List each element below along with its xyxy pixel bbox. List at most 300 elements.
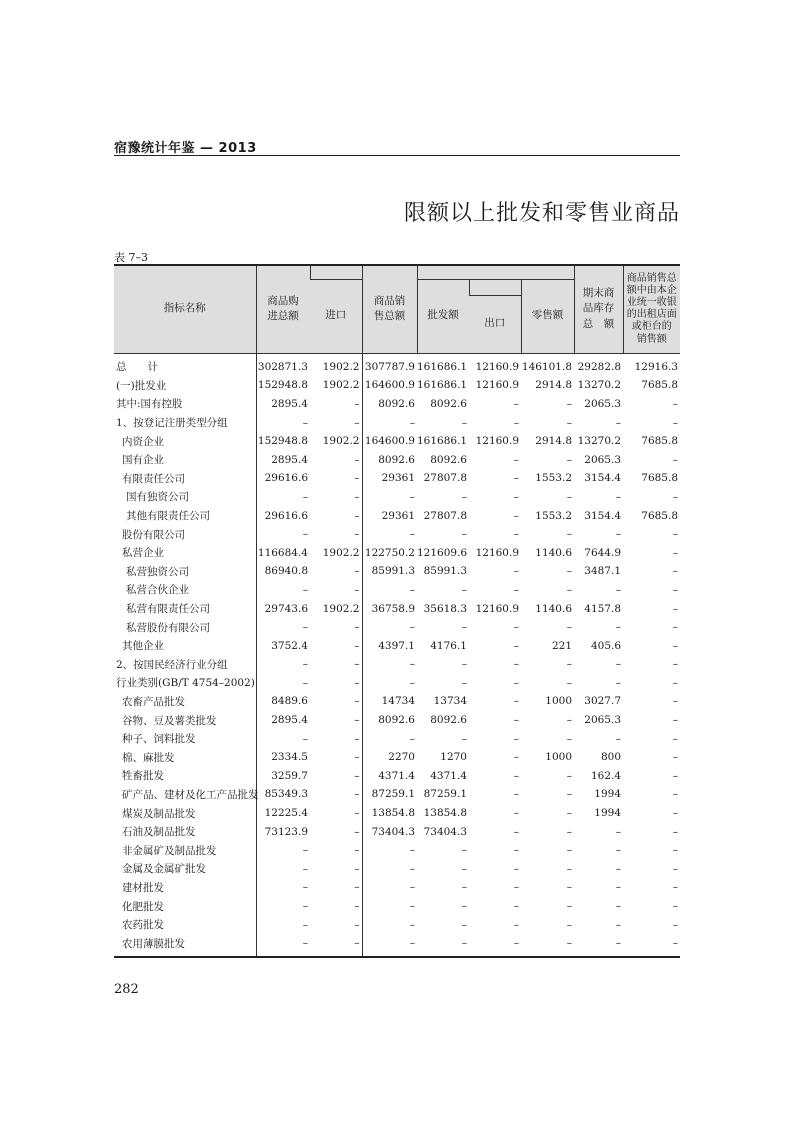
table-cell: 8092.6 [362, 711, 417, 730]
header-sales-total: 商品销 售总额 [362, 265, 417, 353]
table-cell: 8092.6 [362, 450, 417, 469]
table-cell: – [354, 583, 360, 596]
table-cell: – [672, 565, 679, 578]
table-row [114, 785, 680, 804]
table-cell: – [513, 472, 519, 485]
table-cell: 1000 [545, 751, 573, 764]
table-cell: – [566, 788, 573, 801]
row-label: 煤炭及制品批发 [114, 804, 256, 823]
statistics-table [114, 264, 680, 958]
table-cell: 121609.6 [417, 546, 468, 559]
table-row [114, 618, 680, 637]
row-label: 私营有限责任公司 [114, 599, 256, 618]
table-cell: 1902.2 [322, 435, 360, 448]
table-row [114, 915, 680, 934]
table-cell: – [566, 825, 573, 838]
table-cell: – [461, 621, 467, 634]
row-label: 总 计 [114, 353, 256, 376]
table-cell: – [566, 900, 573, 913]
table-cell: 116684.4 [257, 546, 308, 559]
table-cell: 4397.1 [362, 636, 417, 655]
table-cell: – [672, 900, 679, 913]
row-label: 行业类别(GB/T 4754–2002) [114, 674, 256, 693]
table-cell: 29361 [362, 469, 417, 488]
table-cell: 3752.4 [271, 639, 308, 652]
table-cell: – [461, 918, 467, 931]
table-cell: – [302, 844, 308, 857]
table-cell: – [672, 751, 679, 764]
table-cell: – [672, 639, 679, 652]
table-cell: 36758.9 [362, 599, 417, 618]
row-label: 其他企业 [114, 636, 256, 655]
row-label: 股份有限公司 [114, 525, 256, 544]
table-cell: 29616.6 [264, 472, 308, 485]
table-row [114, 897, 680, 916]
table-cell: – [615, 825, 622, 838]
table-cell: 8092.6 [362, 395, 417, 414]
table-cell: – [362, 655, 417, 674]
table-row [114, 711, 680, 730]
table-cell: – [362, 915, 417, 934]
table-cell: – [513, 453, 519, 466]
table-cell: 8489.6 [271, 695, 308, 708]
table-cell: – [566, 769, 573, 782]
table-cell: – [354, 825, 360, 838]
table-cell: – [615, 490, 622, 503]
header-export: 出口 [469, 295, 521, 353]
table-cell: – [566, 490, 573, 503]
table-cell: – [513, 676, 519, 689]
table-cell: – [615, 732, 622, 745]
table-cell: – [362, 729, 417, 748]
table-cell: 152948.8 [257, 435, 308, 448]
table-cell: 3027.7 [584, 695, 622, 708]
row-label: 2、按国民经济行业分组 [114, 655, 256, 674]
table-cell: – [672, 676, 679, 689]
table-cell: 122750.2 [362, 543, 417, 562]
table-cell: – [469, 934, 521, 957]
table-cell: 29616.6 [264, 509, 308, 522]
row-label: 国有独资公司 [114, 488, 256, 507]
table-cell: 73404.3 [362, 822, 417, 841]
row-label: 非金属矿及制品批发 [114, 841, 256, 860]
table-cell: – [354, 416, 360, 429]
table-cell: – [566, 416, 573, 429]
table-cell: 85349.3 [264, 788, 308, 801]
table-row [114, 506, 680, 525]
table-cell: – [310, 934, 362, 957]
table-cell: 2914.8 [535, 379, 573, 392]
page-title: 限额以上批发和零售业商品 [403, 201, 680, 226]
table-cell: 1000 [545, 695, 573, 708]
table-cell: – [672, 769, 679, 782]
table-cell: – [615, 528, 622, 541]
table-cell: 1553.2 [535, 509, 573, 522]
header-inventory: 期末商 品库存 总 额 [574, 265, 623, 353]
table-cell: – [672, 416, 679, 429]
table-cell: 85991.3 [362, 562, 417, 581]
table-row [114, 525, 680, 544]
table-cell: – [461, 732, 467, 745]
row-label: 其他有限责任公司 [114, 506, 256, 525]
table-cell: – [354, 732, 360, 745]
table-row [114, 674, 680, 693]
table-cell: 4157.8 [584, 602, 622, 615]
table-row [114, 581, 680, 600]
table-cell: 2065.3 [584, 453, 622, 466]
table-row [114, 562, 680, 581]
row-label: 1、按登记注册类型分组 [114, 413, 256, 432]
table-cell: – [302, 621, 308, 634]
header-wholesale: 批发额 [417, 279, 469, 353]
table-cell: 8092.6 [430, 453, 467, 466]
table-cell: – [513, 658, 519, 671]
table-cell: 12160.9 [475, 546, 519, 559]
table-cell: 1140.6 [535, 546, 573, 559]
table-cell: – [566, 732, 573, 745]
table-cell: – [566, 862, 573, 875]
table-cell: 2334.5 [271, 751, 308, 764]
table-cell: 4371.4 [430, 769, 467, 782]
table-cell: – [461, 900, 467, 913]
table-row [114, 692, 680, 711]
table-cell: 35618.3 [423, 602, 467, 615]
row-label: 有限责任公司 [114, 469, 256, 488]
table-cell: – [354, 751, 360, 764]
table-cell: 3487.1 [584, 565, 622, 578]
table-cell: 7685.8 [641, 472, 679, 485]
table-row [114, 450, 680, 469]
table-cell: – [672, 788, 679, 801]
table-cell: – [566, 397, 573, 410]
table-cell: – [615, 918, 622, 931]
table-row [114, 432, 680, 451]
table-cell: – [362, 674, 417, 693]
row-label: 私营股份有限公司 [114, 618, 256, 637]
table-cell: – [302, 881, 308, 894]
table-cell: – [302, 676, 308, 689]
table-row [114, 729, 680, 748]
table-cell: – [513, 583, 519, 596]
table-cell: 1140.6 [535, 602, 573, 615]
table-cell: 29743.6 [264, 602, 308, 615]
table-cell: – [354, 714, 360, 727]
table-cell: – [566, 844, 573, 857]
table-number: 表 7–3 [114, 251, 148, 264]
table-cell: 8092.6 [430, 714, 467, 727]
table-row [114, 767, 680, 786]
table-row [114, 748, 680, 767]
table-cell: – [461, 844, 467, 857]
table-cell: – [566, 621, 573, 634]
table-cell: – [513, 490, 519, 503]
row-label: 其中:国有控股 [114, 395, 256, 414]
table-cell: – [513, 416, 519, 429]
table-cell: – [615, 862, 622, 875]
table-cell: – [354, 862, 360, 875]
table-cell: – [566, 714, 573, 727]
table-cell: 13270.2 [577, 435, 622, 448]
table-cell: 1994 [594, 788, 622, 801]
table-cell: – [362, 878, 417, 897]
table-cell: – [513, 918, 519, 931]
table-cell: – [615, 900, 622, 913]
table-cell: 13270.2 [577, 379, 622, 392]
table-cell: 3154.4 [584, 509, 622, 522]
table-cell: 302871.3 [257, 360, 308, 373]
header-rule [114, 155, 680, 156]
row-label: 私营合伙企业 [114, 581, 256, 600]
table-cell: 161686.1 [417, 379, 468, 392]
table-cell: – [615, 881, 622, 894]
table-cell: 2895.4 [271, 397, 308, 410]
table-cell: 164600.9 [362, 432, 417, 451]
table-cell: 1902.2 [322, 602, 360, 615]
table-cell: – [513, 825, 519, 838]
row-label: 牲畜批发 [114, 767, 256, 786]
header-retail: 零售额 [521, 279, 574, 353]
table-cell: 405.6 [590, 639, 622, 652]
table-cell: – [566, 658, 573, 671]
table-cell: – [362, 860, 417, 879]
table-cell: 87259.1 [423, 788, 467, 801]
table-cell: – [566, 918, 573, 931]
table-body [114, 353, 680, 957]
table-cell: – [302, 862, 308, 875]
table-row [114, 543, 680, 562]
table-cell: – [354, 844, 360, 857]
table-cell: – [566, 676, 573, 689]
row-label: 种子、饲料批发 [114, 729, 256, 748]
table-cell: – [461, 862, 467, 875]
table-cell: – [354, 695, 360, 708]
table-cell: 12916.3 [634, 360, 679, 373]
table-cell: 146101.8 [521, 360, 573, 373]
table-cell: 3154.4 [584, 472, 622, 485]
table-cell: – [623, 934, 680, 957]
table-cell: 8092.6 [430, 397, 467, 410]
table-cell: – [417, 934, 469, 957]
header-spacer [469, 279, 521, 295]
table-cell: 13854.8 [362, 804, 417, 823]
table-cell: – [672, 546, 679, 559]
table-cell: – [302, 658, 308, 671]
row-label: 农用薄膜批发 [114, 934, 256, 957]
table-cell: – [362, 934, 417, 957]
row-label: 私营企业 [114, 543, 256, 562]
table-row [114, 655, 680, 674]
table-cell: 7685.8 [641, 379, 679, 392]
running-head: 宿豫统计年鉴 — 2013 [114, 141, 257, 156]
table-cell: – [513, 862, 519, 875]
table-cell: 12225.4 [264, 807, 308, 820]
table-cell: – [513, 881, 519, 894]
table-cell: 152948.8 [257, 379, 308, 392]
table-cell: – [354, 639, 360, 652]
table-cell: – [672, 714, 679, 727]
table-cell: – [354, 918, 360, 931]
table-cell: – [566, 583, 573, 596]
table-cell: – [302, 732, 308, 745]
header-spacer [310, 265, 362, 279]
table-cell: 162.4 [590, 769, 622, 782]
table-cell: – [354, 528, 360, 541]
row-label: 建材批发 [114, 878, 256, 897]
table-cell: 7685.8 [641, 509, 679, 522]
table-cell: – [615, 416, 622, 429]
table-cell: – [362, 488, 417, 507]
row-label: 内资企业 [114, 432, 256, 451]
table-cell: – [615, 844, 622, 857]
row-label: 石油及制品批发 [114, 822, 256, 841]
table-row [114, 934, 680, 957]
row-label: 私营独资公司 [114, 562, 256, 581]
table-cell: – [461, 528, 467, 541]
table-cell: – [354, 565, 360, 578]
table-cell: – [461, 583, 467, 596]
table-cell: – [354, 788, 360, 801]
table-cell: 161686.1 [417, 360, 468, 373]
table-cell: – [672, 602, 679, 615]
table-cell: – [302, 416, 308, 429]
table-cell: 85991.3 [423, 565, 467, 578]
table-cell: 13734 [433, 695, 467, 708]
table-cell: 7644.9 [584, 546, 622, 559]
table-cell: – [566, 807, 573, 820]
table-cell: – [566, 881, 573, 894]
table-row [114, 841, 680, 860]
table-row [114, 636, 680, 655]
header-spacer [417, 265, 574, 279]
table-cell: – [461, 676, 467, 689]
table-cell: – [672, 490, 679, 503]
row-label: 化肥批发 [114, 897, 256, 916]
table-cell: – [513, 528, 519, 541]
table-cell: 27807.8 [423, 509, 467, 522]
table-cell: 1902.2 [322, 546, 360, 559]
table-cell: 2065.3 [584, 714, 622, 727]
table-cell: – [566, 565, 573, 578]
table-cell: – [256, 934, 310, 957]
table-cell: – [513, 900, 519, 913]
table-cell: – [672, 825, 679, 838]
table-cell: 1902.2 [322, 360, 360, 373]
table-cell: 73123.9 [264, 825, 308, 838]
table-cell: – [362, 618, 417, 637]
table-cell: – [362, 581, 417, 600]
table-cell: 7685.8 [641, 435, 679, 448]
table-cell: – [513, 565, 519, 578]
table-cell: – [302, 490, 308, 503]
table-cell: 86940.8 [264, 565, 308, 578]
table-cell: – [354, 509, 360, 522]
table-cell: 2895.4 [271, 453, 308, 466]
table-cell: – [566, 528, 573, 541]
table-cell: 87259.1 [362, 785, 417, 804]
table-cell: – [672, 732, 679, 745]
table-cell: 2270 [362, 748, 417, 767]
table-cell: – [513, 844, 519, 857]
table-row [114, 413, 680, 432]
table-cell: – [354, 490, 360, 503]
table-cell: – [302, 918, 308, 931]
table-cell: – [354, 397, 360, 410]
table-cell: – [354, 658, 360, 671]
table-cell: 2914.8 [535, 435, 573, 448]
table-cell: – [362, 413, 417, 432]
table-cell: – [513, 509, 519, 522]
row-label: 国有企业 [114, 450, 256, 469]
table-cell: – [302, 583, 308, 596]
table-row [114, 878, 680, 897]
table-cell: – [672, 881, 679, 894]
table-row [114, 804, 680, 823]
table-cell: – [362, 525, 417, 544]
table-cell: – [354, 900, 360, 913]
row-label: 农药批发 [114, 915, 256, 934]
row-label: 谷物、豆及薯类批发 [114, 711, 256, 730]
table-cell: – [672, 862, 679, 875]
table-cell: 14734 [362, 692, 417, 711]
table-cell: – [513, 751, 519, 764]
table-cell: 1902.2 [322, 379, 360, 392]
table-cell: – [513, 695, 519, 708]
table-cell: 164600.9 [362, 376, 417, 395]
table-cell: 2895.4 [271, 714, 308, 727]
table-cell: 12160.9 [475, 602, 519, 615]
table-cell: – [354, 472, 360, 485]
table-cell: – [615, 658, 622, 671]
row-label: 棉、麻批发 [114, 748, 256, 767]
table-cell: – [362, 897, 417, 916]
table-cell: – [354, 769, 360, 782]
row-label: 金属及金属矿批发 [114, 860, 256, 879]
table-cell: – [513, 807, 519, 820]
table-row [114, 599, 680, 618]
table-row [114, 469, 680, 488]
table-row [114, 376, 680, 395]
table-cell: – [513, 639, 519, 652]
header-purchase-total: 商品购 进总额 [256, 265, 310, 353]
table-cell: – [574, 934, 623, 957]
table-cell: 1270 [440, 751, 467, 764]
table-cell: – [461, 658, 467, 671]
table-cell: – [672, 528, 679, 541]
table-cell: – [513, 397, 519, 410]
header-import: 进口 [310, 279, 362, 353]
table-row [114, 353, 680, 376]
table-cell: – [513, 714, 519, 727]
table-row [114, 822, 680, 841]
table-cell: – [615, 621, 622, 634]
row-label: (一)批发业 [114, 376, 256, 395]
table-cell: – [672, 621, 679, 634]
table-cell: – [615, 676, 622, 689]
page-number: 282 [114, 982, 139, 997]
row-label: 农畜产品批发 [114, 692, 256, 711]
table-cell: 4371.4 [362, 767, 417, 786]
table-cell: – [513, 769, 519, 782]
table-cell: 1994 [594, 807, 622, 820]
table-cell: – [672, 397, 679, 410]
table-row [114, 395, 680, 414]
table-cell: – [672, 453, 679, 466]
table-cell: – [615, 583, 622, 596]
table-cell: 12160.9 [475, 379, 519, 392]
table-cell: – [566, 453, 573, 466]
table-cell: – [354, 676, 360, 689]
row-label: 矿产品、建材及化工产品批发 [114, 785, 256, 804]
